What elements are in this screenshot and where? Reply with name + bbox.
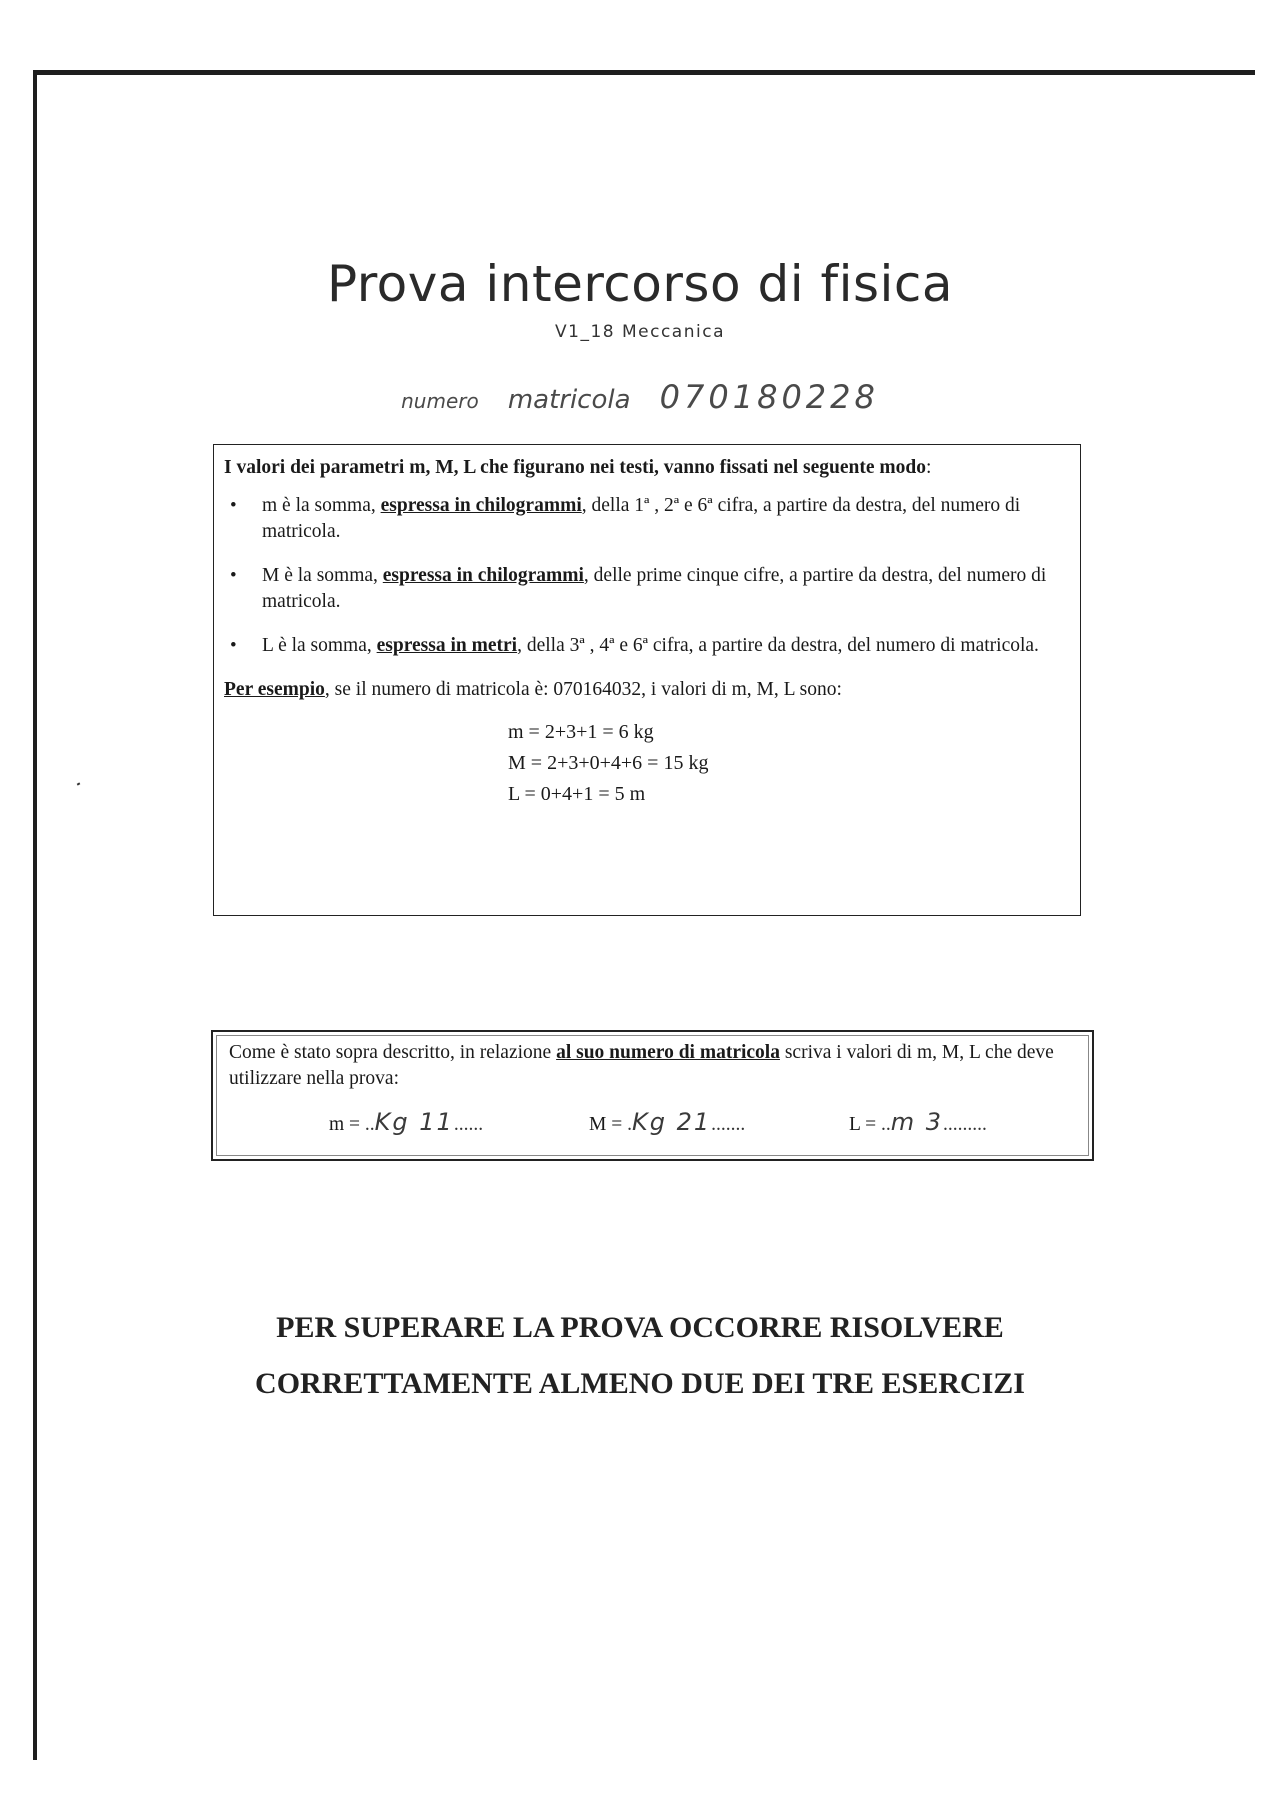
page-title: Prova intercorso di fisica: [326, 255, 954, 313]
scan-speck: [77, 782, 81, 785]
answer-box: [211, 1030, 1094, 1161]
field-m-label: m =: [329, 1114, 361, 1135]
rules-box: [213, 444, 1081, 916]
example-formulas: [508, 717, 1070, 810]
notice-line-2: CORRETTAMENTE ALMENO DUE DEI TRE ESERCIZI: [255, 1367, 1025, 1400]
rule-M-emphasis: espressa in chilogrammi: [382, 565, 584, 586]
handwritten-word-matricola: matricola: [507, 385, 631, 415]
bullet-icon: •: [230, 565, 237, 586]
example-paragraph: [224, 677, 1070, 703]
rule-m-emphasis: espressa in chilogrammi: [380, 495, 582, 516]
rule-m-pre: m è la somma,: [262, 495, 381, 516]
rule-M-post: , delle prime cinque cifre, a partire da destra, del numero di matricola.: [262, 565, 1047, 612]
field-M-label: M =: [589, 1114, 623, 1135]
field-L-value: m 3: [890, 1108, 943, 1136]
page-subtitle: V1_18 Meccanica: [555, 322, 725, 342]
scan-border-top: [33, 70, 1255, 75]
rules-intro-colon: :: [925, 457, 932, 478]
field-M[interactable]: [589, 1108, 745, 1136]
rule-item-M: [224, 563, 1070, 615]
handwritten-matricola: [0, 378, 1280, 416]
handwritten-matricola-number: 070180228: [659, 378, 879, 416]
rule-item-L: [224, 633, 1070, 659]
bullet-icon: •: [230, 635, 237, 656]
field-L-dots-left: ..: [880, 1114, 891, 1135]
field-M-dots-left: .: [627, 1114, 632, 1135]
formula-m: m = 2+3+1 = 6 kg: [508, 721, 654, 743]
bullet-icon: •: [230, 495, 237, 516]
field-m-value: Kg 11: [374, 1108, 454, 1136]
formula-M: M = 2+3+0+4+6 = 15 kg: [508, 752, 709, 774]
answer-fields-row: [229, 1098, 1078, 1144]
rule-L-pre: L è la somma,: [262, 635, 377, 656]
answer-text-post: scriva i valori di m, M, L che deve utilizzare nella prova:: [229, 1042, 1054, 1089]
field-m-dots-right: ......: [453, 1114, 484, 1135]
field-M-dots-right: .......: [711, 1114, 746, 1135]
rule-item-m: [224, 493, 1070, 545]
field-L-dots-right: .........: [942, 1114, 987, 1135]
formula-L: L = 0+4+1 = 5 m: [508, 783, 646, 805]
example-text: , se il numero di matricola è: 070164032, i valori di m, M, L sono:: [324, 679, 842, 700]
field-L[interactable]: [849, 1108, 987, 1136]
handwritten-word-numero: numero: [401, 389, 479, 413]
rule-L-emphasis: espressa in metri: [376, 635, 518, 656]
answer-instructions: [229, 1040, 1078, 1092]
rule-m-post: , della 1ª , 2ª e 6ª cifra, a partire da destra, del numero di matricola.: [262, 495, 1021, 542]
notice-line-1: PER SUPERARE LA PROVA OCCORRE RISOLVERE: [276, 1311, 1004, 1344]
field-L-label: L =: [849, 1114, 877, 1135]
pass-requirement-notice: [0, 1300, 1280, 1412]
rules-intro-text: I valori dei parametri m, M, L che figurano nei testi, vanno fissati nel seguente modo: [224, 457, 926, 478]
field-m[interactable]: [329, 1108, 483, 1136]
rule-L-post: , della 3ª , 4ª e 6ª cifra, a partire da destra, del numero di matricola.: [517, 635, 1039, 656]
rules-intro: [224, 455, 1070, 481]
field-M-value: Kg 21: [631, 1108, 712, 1136]
field-m-dots-left: ..: [364, 1114, 375, 1135]
example-label: Per esempio: [224, 679, 325, 700]
answer-text-emphasis: al suo numero di matricola: [556, 1042, 780, 1063]
answer-text-pre: Come è stato sopra descritto, in relazione: [229, 1042, 557, 1063]
rules-list: [224, 493, 1070, 659]
rule-M-pre: M è la somma,: [262, 565, 383, 586]
